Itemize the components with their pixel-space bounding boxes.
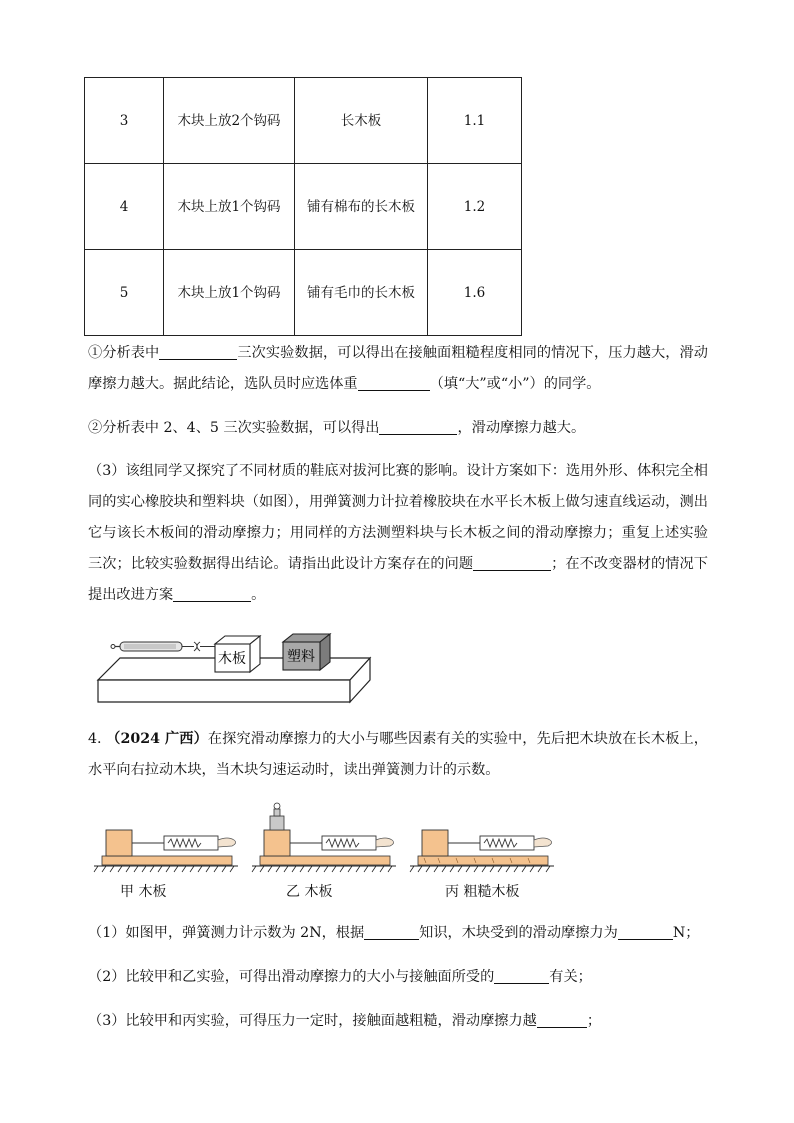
pressure-condition: 木块上放1个钩码 [164,250,295,336]
problem-source: （2024 广西） [106,731,208,747]
contact-surface: 铺有毛巾的长木板 [295,250,428,336]
contact-surface: 长木板 [295,78,428,164]
caption-jia: 甲 木板 [120,884,167,900]
rubber-plastic-figure [90,628,380,708]
table-row [85,250,522,336]
answer-blank[interactable] [364,922,419,940]
friction-force: 1.2 [428,164,522,250]
problem-4-q2: （2）比较甲和乙实验，可得出滑动摩擦力的大小与接触面所受的 有关； [88,962,708,993]
contact-surface: 铺有棉布的长木板 [295,164,428,250]
pressure-condition: 木块上放1个钩码 [164,164,295,250]
answer-blank[interactable] [173,584,251,602]
experiment-data-table [84,77,522,336]
caption-yi: 乙 木板 [286,884,333,900]
question-2: ②分析表中 2、4、5 三次实验数据，可以得出 ，滑动摩擦力越大。 [88,413,708,444]
problem-4-q1: （1）如图甲，弹簧测力计示数为 2N，根据 知识，木块受到的滑动摩擦力为 N； [88,918,718,949]
friction-setups-figure [92,800,562,880]
caption-bing: 丙 粗糙木板 [445,884,520,900]
setup-yi [252,803,396,872]
problem-number: 4. [88,731,102,747]
trial-number: 3 [85,78,164,164]
table-row [85,164,522,250]
trial-number: 5 [85,250,164,336]
question-3: （3）该组同学又探究了不同材质的鞋底对拔河比赛的影响。设计方案如下：选用外形、体积完全相同的实心橡胶块和塑料块（如图），用弹簧测力计拉着橡胶块在水平长木板上做匀速直线运动，测出它与该长木板间的滑动摩擦力；用同样的方法测塑料块与长木板之间的滑动摩擦力；重复上述实验三次；比较实验数据得出结论。请指出此设计方案存在的问题 ；在不改变器材的情况下提出改进方案 。 [88,463,708,603]
setup-jia [94,830,238,872]
friction-force: 1.6 [428,250,522,336]
problem-4-stem: 4. （2024 广西）在探究滑动摩擦力的大小与哪些因素有关的实验中，先后把木块放在长木板上，水平向右拉动木块，当木块匀速运动时，读出弹簧测力计的示数。 [88,731,708,778]
setup-bing [410,830,554,872]
answer-blank[interactable] [537,1010,587,1028]
trial-number: 4 [85,164,164,250]
answer-blank[interactable] [473,553,551,571]
answer-blank[interactable] [379,417,457,435]
question-1: ①分析表中 三次实验数据，可以得出在接触面粗糙程度相同的情况下，压力越大，滑动摩擦力越大。据此结论，选队员时应选体重 （填“大”或“小”）的同学。 [88,338,708,400]
answer-blank[interactable] [358,373,430,391]
answer-blank[interactable] [159,342,237,360]
friction-force: 1.1 [428,78,522,164]
problem-4-q3: （3）比较甲和丙实验，可得压力一定时，接触面越粗糙，滑动摩擦力越 ； [88,1006,708,1037]
block-label-wood: 木板 [218,651,246,667]
block-label-plastic: 塑料 [287,649,315,665]
pressure-condition: 木块上放2个钩码 [164,78,295,164]
answer-blank[interactable] [494,966,549,984]
answer-blank[interactable] [618,922,673,940]
table-row [85,78,522,164]
